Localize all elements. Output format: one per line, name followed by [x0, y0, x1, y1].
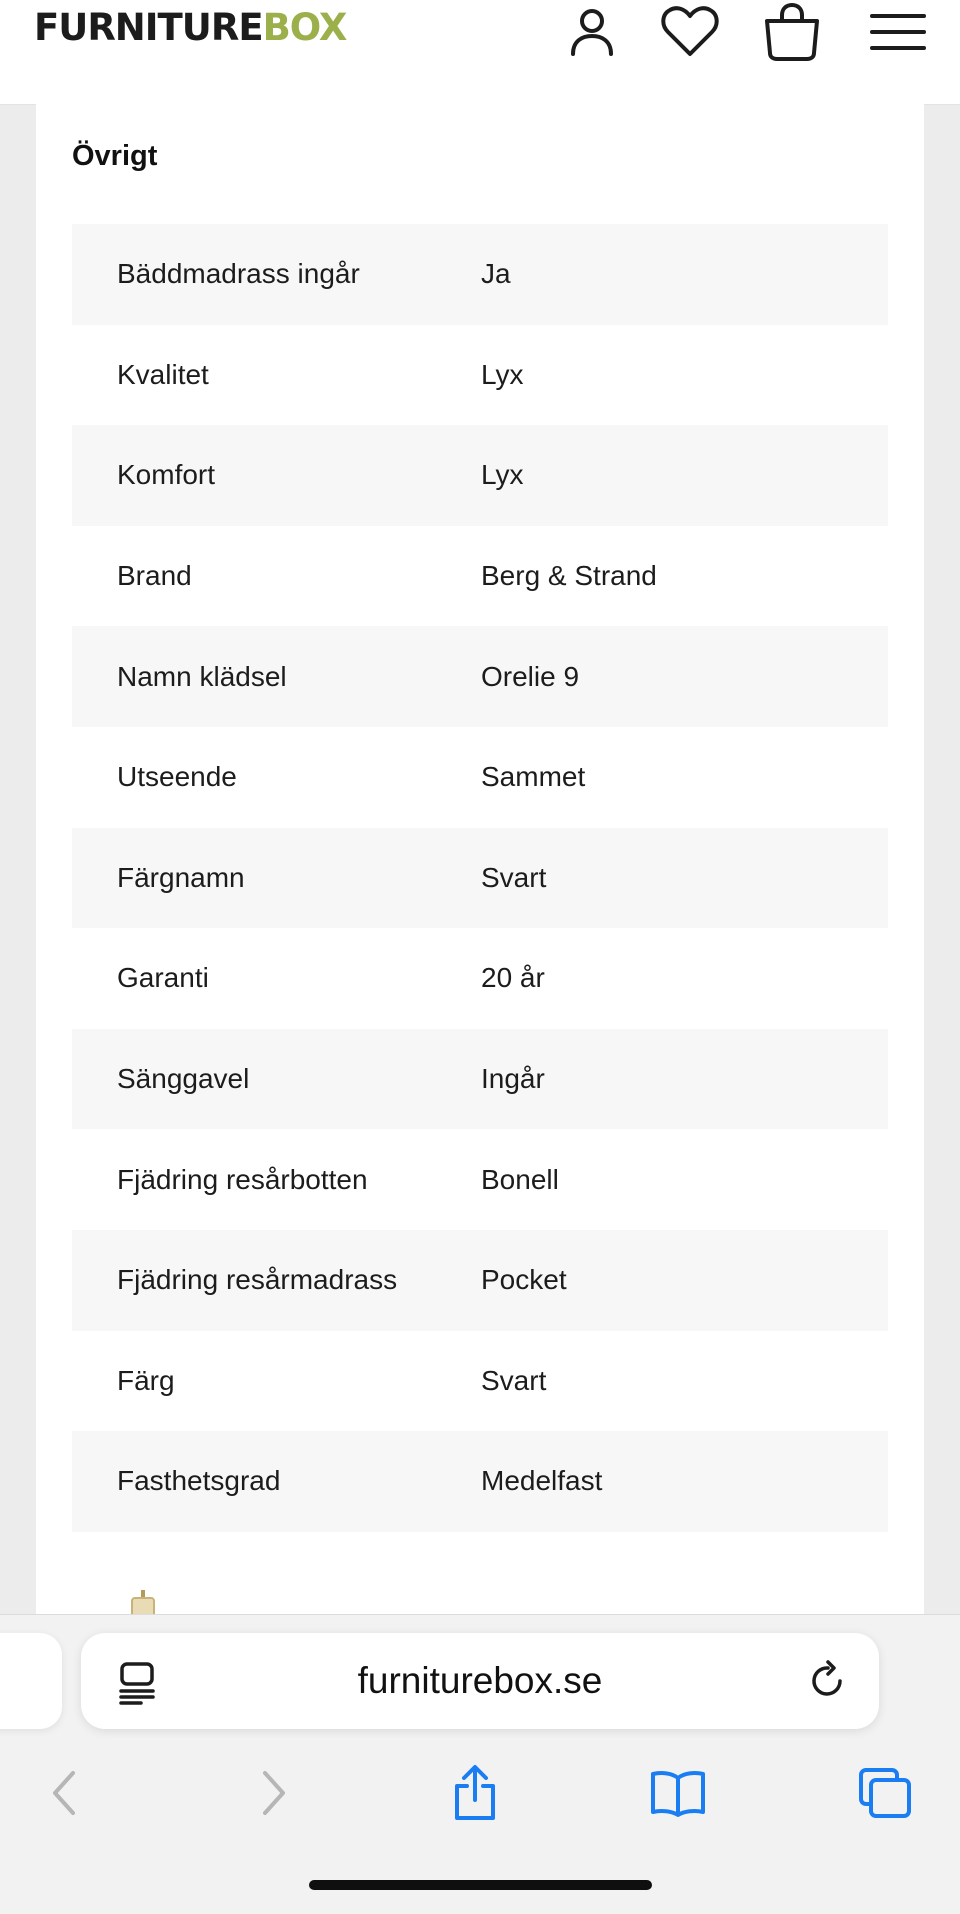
- spec-label: Färg: [117, 1364, 175, 1396]
- furniturebox-logo[interactable]: [34, 6, 346, 50]
- spec-table: [72, 224, 888, 1532]
- spec-label: Färgnamn: [117, 861, 245, 893]
- spec-label: Fasthetsgrad: [117, 1465, 281, 1497]
- spec-row: [72, 1431, 888, 1532]
- product-thumbnail-peek: [128, 1590, 158, 1614]
- home-indicator[interactable]: [309, 1880, 652, 1890]
- shopping-bag-icon[interactable]: [760, 2, 824, 62]
- spec-row: [72, 928, 888, 1029]
- reload-icon[interactable]: [807, 1659, 849, 1708]
- spec-value: Berg & Strand: [481, 560, 657, 592]
- spec-value: Sammet: [481, 761, 586, 793]
- bookmarks-icon[interactable]: [646, 1761, 710, 1825]
- logo-text-box: BOX: [262, 6, 347, 49]
- site-header: [0, 0, 960, 105]
- browser-toolbar: [0, 1614, 960, 1914]
- heart-icon[interactable]: [658, 2, 722, 62]
- spec-label: Fjädring resårbotten: [117, 1163, 368, 1195]
- spec-label: Brand: [117, 560, 192, 592]
- spec-value: Ingår: [481, 1063, 545, 1095]
- spec-label: Sänggavel: [117, 1063, 250, 1095]
- spec-value: Medelfast: [481, 1465, 603, 1497]
- spec-value: Bonell: [481, 1163, 559, 1195]
- previous-tab-preview[interactable]: [0, 1633, 62, 1729]
- spec-row: [72, 1230, 888, 1331]
- spec-row: [72, 626, 888, 727]
- spec-value: Lyx: [481, 358, 524, 390]
- spec-label: Garanti: [117, 962, 209, 994]
- spec-row: [72, 1129, 888, 1230]
- tabs-icon[interactable]: [853, 1761, 917, 1825]
- back-icon[interactable]: [32, 1761, 96, 1825]
- spec-row: [72, 526, 888, 627]
- url-text: furniturebox.se: [357, 1660, 603, 1701]
- spec-row: [72, 727, 888, 828]
- spec-value: Orelie 9: [481, 660, 580, 692]
- address-bar[interactable]: [81, 1633, 879, 1729]
- spec-value: Svart: [481, 1364, 547, 1396]
- share-icon[interactable]: [443, 1761, 507, 1825]
- product-specs-card: [36, 104, 924, 1614]
- spec-row: [72, 1331, 888, 1432]
- spec-row: [72, 224, 888, 325]
- spec-value: Lyx: [481, 459, 524, 491]
- forward-icon[interactable]: [242, 1761, 306, 1825]
- spec-value: Pocket: [481, 1264, 567, 1296]
- spec-row: [72, 1029, 888, 1130]
- user-icon[interactable]: [560, 2, 624, 62]
- spec-row: [72, 828, 888, 929]
- spec-label: Kvalitet: [117, 358, 209, 390]
- spec-value: 20 år: [481, 962, 545, 994]
- spec-label: Namn klädsel: [117, 660, 287, 692]
- spec-label: Fjädring resårmadrass: [117, 1264, 398, 1296]
- spec-value: Svart: [481, 861, 547, 893]
- spec-label: Bäddmadrass ingår: [117, 258, 360, 290]
- spec-label: Komfort: [117, 459, 216, 491]
- logo-text-furniture: FURNITURE: [34, 6, 263, 49]
- section-title: Övrigt: [72, 140, 158, 172]
- spec-row: [72, 325, 888, 426]
- spec-label: Utseende: [117, 761, 237, 793]
- spec-value: Ja: [481, 258, 511, 290]
- spec-row: [72, 425, 888, 526]
- menu-icon[interactable]: [866, 2, 930, 62]
